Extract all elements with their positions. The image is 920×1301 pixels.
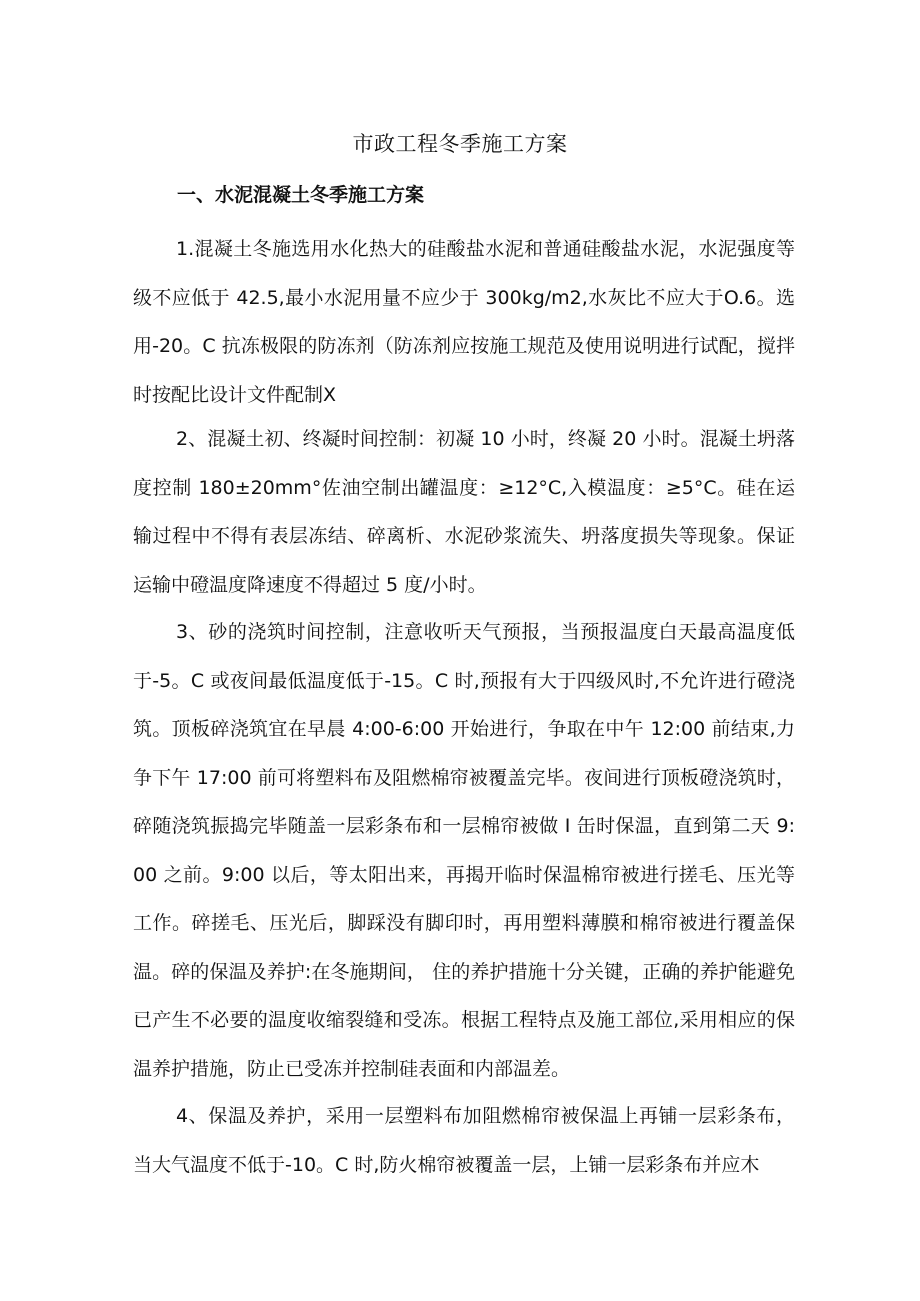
paragraph-3: 3、砂的浇筑时间控制，注意收听天气预报，当预报温度白天最高温度低于-5。C 或夜间最低温度低于-15。C 时,预报有大于四级风时,不允许进行磴浇筑。顶板碎浇筑宜在早晨 4:00-6:00 开始进行，争取在中午 12:00 前结束,力争下午 17:00 前可将塑料布及阻燃棉帘被覆盖完毕。夜间进行顶板磴浇筑时，碎随浇筑振捣完毕随盖一层彩条布和一层棉帘被做 I 缶时保温，直到第二天 9:00 之前。9:00 以后，等太阳出来，再揭开临时保温棉帘被进行搓毛、压光等工作。碎搓毛、压光后，脚踩没有脚印时，再用塑料薄膜和棉帘被进行覆盖保温。碎的保温及养护:在冬施期间， 住的养护措施十分关键，正确的养护能避免已产生不必要的温度收缩裂缝和受冻。根据工程特点及施工部位,采用相应的保温养护措施，防止已受冻并控制硅表面和内部温差。: [133, 621, 795, 1080]
paragraph-2: 2、混凝土初、终凝时间控制：初凝 10 小时，终凝 20 小时。混凝土坍落度控制 180±20mm°佐油空制出罐温度：≥12°C,入模温度：≥5°C。硅在运输过程中不得有表层冻结、碎离析、水泥砂浆流失、坍落度损失等现象。保证运输中磴温度降速度不得超过 5 度/小时。: [133, 428, 795, 596]
section-heading: 一、水泥混凝土冬季施工方案: [177, 184, 425, 206]
paragraph-4: 4、保温及养护，采用一层塑料布加阻燃棉帘被保温上再铺一层彩条布，当大气温度不低于-10。C 时,防火棉帘被覆盖一层，上铺一层彩条布并应木: [133, 1105, 795, 1176]
paragraph-1: 1.混凝土冬施选用水化热大的硅酸盐水泥和普通硅酸盐水泥，水泥强度等级不应低于 42.5,最小水泥用量不应少于 300kg/m2,水灰比不应大于O.6。选用-20。C 抗冻极限的防冻剂（防冻剂应按施工规范及使用说明进行试配，搅拌时按配比设计文件配制X: [133, 238, 795, 406]
document-title: 市政工程冬季施工方案: [352, 132, 568, 156]
